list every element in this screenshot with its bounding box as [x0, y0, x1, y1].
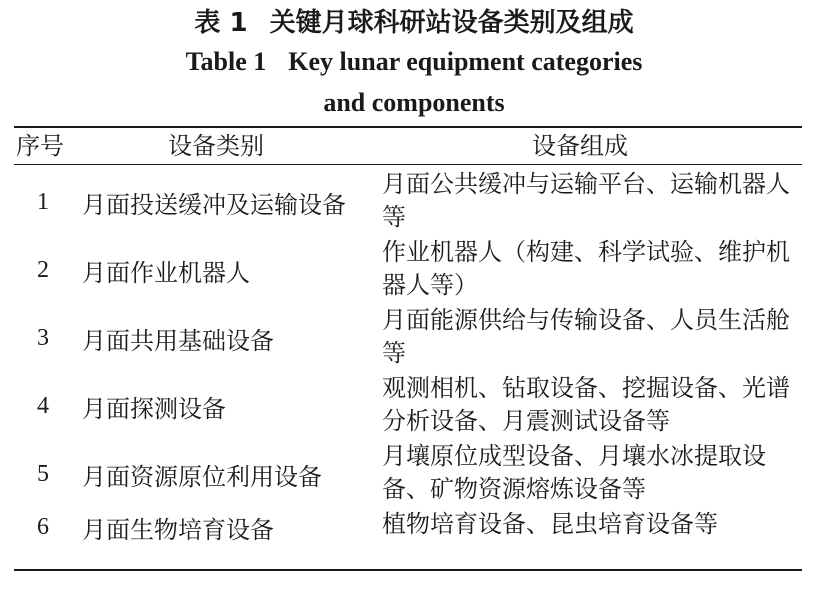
table-row — [14, 236, 802, 304]
row-number: 5 — [37, 460, 49, 487]
row-components: 作业机器人（构建、科学试验、维护机器人等） — [382, 238, 790, 299]
row-components: 月面公共缓冲与运输平台、运输机器人等 — [382, 170, 790, 231]
row-number: 3 — [37, 324, 49, 351]
table-row — [14, 440, 802, 508]
header-components: 设备组成 — [532, 132, 628, 160]
row-components: 月面能源供给与传输设备、人员生活舱等 — [382, 306, 790, 367]
row-category: 月面生物培育设备 — [82, 515, 274, 544]
row-components: 植物培育设备、昆虫培育设备等 — [382, 510, 718, 538]
table-title-zh: 关键月球科研站设备类别及组成 — [269, 8, 634, 38]
table-row — [14, 304, 802, 372]
row-number: 1 — [37, 188, 49, 215]
row-category: 月面作业机器人 — [82, 258, 250, 287]
row-category: 月面资源原位利用设备 — [82, 462, 322, 491]
row-components: 观测相机、钻取设备、挖掘设备、光谱分析设备、月震测试设备等 — [382, 374, 790, 435]
row-number: 2 — [37, 256, 49, 283]
table-title-en-line2: and components — [323, 88, 505, 117]
row-category: 月面探测设备 — [82, 394, 226, 423]
header-no: 序号 — [16, 132, 64, 160]
row-components: 月壤原位成型设备、月壤水冰提取设备、矿物资源熔炼设备等 — [382, 442, 766, 503]
table-row — [14, 508, 802, 546]
row-number: 6 — [37, 513, 49, 540]
table-caption-zh — [0, 6, 828, 40]
table-header-rule — [14, 164, 802, 165]
row-number: 4 — [37, 392, 49, 419]
table-bottom-rule — [14, 569, 802, 571]
table-number-zh: 表 1 — [194, 8, 248, 38]
table-top-rule — [14, 126, 802, 128]
table-body — [14, 168, 802, 546]
header-category: 设备类别 — [168, 132, 264, 160]
table-row — [14, 372, 802, 440]
table-caption-en — [0, 45, 828, 79]
table-row — [14, 168, 802, 236]
row-category: 月面投送缓冲及运输设备 — [82, 190, 346, 219]
table-title-en-line1: Key lunar equipment categories — [288, 47, 643, 76]
table-number-en: Table 1 — [185, 47, 267, 76]
row-category: 月面共用基础设备 — [82, 326, 274, 355]
